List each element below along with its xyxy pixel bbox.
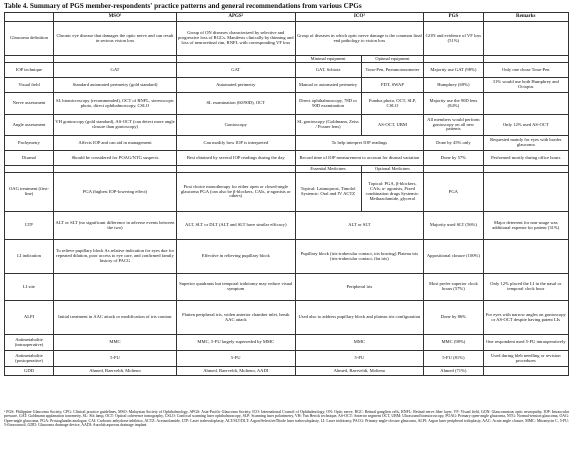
blank-cell	[177, 166, 295, 173]
table-row	[5, 78, 569, 93]
cell-remarks	[483, 93, 569, 115]
cell-remarks: Major deterrent for non-usage was additional expense for patient (31%)	[483, 212, 569, 240]
table-row	[5, 151, 569, 166]
table-footnote: ¹ PGS: Philippine Glaucoma Society, CPG: Clinical practice guidelines, MSO: Malaysian Society of Ophthalmology, APGS: Asia-Pacific Glaucoma Society, ICO: International Council of Ophthalmology, ON: Optic nerve, RGC: Retinal ganglion cells, RNFL: Retinal nerve fiber layer, VF: Visual field, GON: Glaucomatous optic neuropathy, IOP: Intraocular pressure, GAT: Goldmann applanation tonometry, SL: Slit lamp, OCT: Optical coherence tomography, CSLO: Confocal scanning laser ophthalmoscopy, SLP: Scanning laser polarimetry, VH: Van Herick technique, AS-OCT: Anterior segment OCT, UBM: Ultrasound biomicroscopy, POAG: Primary open-angle glaucoma, NTG: Normal-tension glaucoma, OAG: Open-angle glaucoma, PGA: Prostaglandin analogue, CAI: Carbonic anhydrase inhibitor, ACTZ: Acetazolamide, LTP: Laser trabeculoplasty, ALT/SLT/DLT: Argon/Selective/Diode laser trabeculoplasty, LI: Laser iridotomy, PACG: Primary angle-closure glaucoma, ALPI: Argon laser peripheral iridoplasty, AAC: Acute angle closure, MMC: Mitomycin C, 5-FU: 5-fluorouracil, GDD: Glaucoma drainage device, AADI: Aurolab aqueous drainage implant	[4, 410, 569, 428]
cell-apgs: Effective in relieving pupillary block	[177, 240, 295, 274]
blank-cell	[177, 56, 295, 63]
row-label: IOP technique	[5, 63, 54, 78]
cell-ico-optimal: Fundus photo, OCT, SLP, CSLO	[361, 93, 424, 115]
cell-mso	[53, 274, 176, 301]
cell-apgs: Automated perimetry	[177, 78, 295, 93]
cell-pgs: Ahmed (71%)	[424, 367, 483, 376]
cell-remarks: Only one chose Tono-Pen	[483, 63, 569, 78]
cell-remarks	[483, 240, 569, 274]
cell-apgs: Can modify how IOP is interpreted	[177, 136, 295, 151]
header-blank	[5, 13, 54, 22]
cell-ico-minimal: Direct ophthalmoscopy, 78D or 90D examination	[295, 93, 361, 115]
row-label: LTP	[5, 212, 54, 240]
cell-ico: MMC	[295, 335, 424, 351]
table-row	[5, 335, 569, 351]
row-label: Diurnal	[5, 151, 54, 166]
cell-pgs: Done by 57%	[424, 151, 483, 166]
cell-mso: SL biomicroscopy (recommended), OCT of RNFL, stereoscopic photo, direct ophthalmoscopy, CSLO	[53, 93, 176, 115]
cell-pgs: Done by 45% only	[424, 136, 483, 151]
cell-apgs: Flatten peripheral iris, widen anterior chamber inlet, break AAC attack	[177, 301, 295, 335]
cell-ico: To help interpret IOP readings	[295, 136, 424, 151]
cpg-summary-table	[4, 12, 569, 376]
cell-apgs: 5-FU	[177, 351, 295, 367]
cell-apgs: Group of ON diseases characterized by selective and progressive loss of RGCs. Manifests clinically by thinning and loss of neuroretinal rim, RNFL with corresponding VF loss	[177, 22, 295, 56]
cell-apgs: GAT	[177, 63, 295, 78]
cell-ico-optimal: AS-OCT, UBM	[361, 115, 424, 136]
cell-pgs: Appositional closure (100%)	[424, 240, 483, 274]
ico-subheader-row	[5, 56, 569, 63]
cell-remarks: Only 12% used AS-OCT	[483, 115, 569, 136]
cell-remarks	[483, 22, 569, 56]
header-mso: MSO¹	[53, 13, 176, 22]
blank-cell	[424, 166, 483, 173]
row-label: Visual field	[5, 78, 54, 93]
cell-mso: 5-FU	[53, 351, 176, 367]
ico-minimal-subheader: Minimal equipment	[295, 56, 361, 63]
row-label: Nerve assessment	[5, 93, 54, 115]
cell-ico-essential: Topical: Latanoprost, Timolol Systemic: Oral and IV ACTZ	[295, 173, 361, 212]
cell-mso: ALT or SLT (no significant difference in adverse events between the two)	[53, 212, 176, 240]
header-pgs: PGS	[424, 13, 483, 22]
cell-ico-minimal: SL gonioscopy (Goldmann, Zeiss / Posner lens)	[295, 115, 361, 136]
table-row	[5, 301, 569, 335]
table-row	[5, 136, 569, 151]
cell-ico: Ahmed, Baerveldt, Molteno	[295, 367, 424, 376]
cell-mso: Chronic eye disease that damages the optic nerve and can result in serious vision loss	[53, 22, 176, 56]
cell-pgs: Humphrey (69%)	[424, 78, 483, 93]
ico-optional-subheader: Optional Medicines	[361, 166, 424, 173]
cell-remarks: One respondent used 5-FU intraoperatively	[483, 335, 569, 351]
cell-pgs: All members would perform gonioscopy on all new patients	[424, 115, 483, 136]
cell-mso: Standard automated perimetry (gold standard)	[53, 78, 176, 93]
cell-mso: Should be considered for POAG/NTG suspects	[53, 151, 176, 166]
table-title: Table 4. Summary of PGS member-respondents' practice patterns and general recommendations from various CPGs	[4, 2, 362, 10]
table-row	[5, 240, 569, 274]
table-row	[5, 173, 569, 212]
table-row	[5, 63, 569, 78]
cell-pgs: Majority used SLT (56%)	[424, 212, 483, 240]
cell-remarks: 31% would use both Humphrey and Octopus	[483, 78, 569, 93]
cell-pgs: GON and evidence of VF loss (51%)	[424, 22, 483, 56]
header-ico: ICO³	[295, 13, 424, 22]
cell-pgs: Majority use GAT (98%)	[424, 63, 483, 78]
cell-mso: To relieve pupillary block As relative indication for eyes due for repeated dilation, poor access to eye care, and confirmed family history of PACG	[53, 240, 176, 274]
cell-ico: Used also to address pupillary block and plateau iris configuration	[295, 301, 424, 335]
cell-remarks: Only 12% placed the LI in the nasal or temporal clock hour	[483, 274, 569, 301]
table-row	[5, 274, 569, 301]
cell-pgs: MMC (98%)	[424, 335, 483, 351]
header-apgs: APGS²	[177, 13, 295, 22]
cell-ico: Pupillary block (iris-trabecular contact, iris bowing) Plateau iris (iris-trabecular contact, flat iris)	[295, 240, 424, 274]
header-remarks: Remarks	[483, 13, 569, 22]
cell-remarks: For eyes with narrow angles on gonioscopy or AS-OCT despite having patent LIs	[483, 301, 569, 335]
cell-apgs: Ahmed, Baerveldt, Molteno, AADI	[177, 367, 295, 376]
row-label: Angle assessment	[5, 115, 54, 136]
cell-pgs: Majority use the 90D lens (84%)	[424, 93, 483, 115]
cell-apgs: Superior quadrants but temporal iridotomy may reduce visual symptom	[177, 274, 295, 301]
cell-ico: Record time of IOP measurement to account for diurnal variation	[295, 151, 424, 166]
row-label: LI site	[5, 274, 54, 301]
table-row	[5, 93, 569, 115]
row-label: Pachymetry	[5, 136, 54, 151]
blank-cell	[5, 166, 54, 173]
cell-pgs: PGA	[424, 173, 483, 212]
ico-essential-subheader: Essential Medicines	[295, 166, 361, 173]
cell-ico-minimal: Manual or automated perimetry	[295, 78, 361, 93]
cell-apgs: Best obtained by several IOP readings during the day	[177, 151, 295, 166]
row-label: OAG treatment (first-line)	[5, 173, 54, 212]
cell-remarks: Used during bleb needling or revision procedures	[483, 351, 569, 367]
cell-mso: PGA (highest IOP-lowering effect)	[53, 173, 176, 212]
table-row	[5, 367, 569, 376]
cell-mso: GAT	[53, 63, 176, 78]
table-header-row	[5, 13, 569, 22]
table-row	[5, 212, 569, 240]
table-row	[5, 115, 569, 136]
table-row	[5, 351, 569, 367]
row-label: Glaucoma definition	[5, 22, 54, 56]
ico-medicines-subheader-row	[5, 166, 569, 173]
blank-cell	[483, 166, 569, 173]
row-label: LI indication	[5, 240, 54, 274]
cell-apgs: Gonioscopy	[177, 115, 295, 136]
blank-cell	[424, 56, 483, 63]
cell-ico: 5-FU	[295, 351, 424, 367]
cell-ico-optimal: FDT, SWAP	[361, 78, 424, 93]
cell-ico: Group of diseases in which optic nerve damage is the common final end pathology to vision loss	[295, 22, 424, 56]
blank-cell	[53, 166, 176, 173]
cell-ico-optional: Topical: PGA, β-blockers, CAIs, α- agonists, Fixed combination drugs Systemic: Methazolamide, glycerol	[361, 173, 424, 212]
cell-mso: Ahmed, Baerveldt, Molteno	[53, 367, 176, 376]
cell-apgs: First choice monotherapy for either open or closed-angle glaucoma PGA (can also be β-blockers, CAIs, α-agonists or others)	[177, 173, 295, 212]
cell-ico-minimal: GAT, Schiotz	[295, 63, 361, 78]
cell-remarks	[483, 173, 569, 212]
row-label: Antimetabolite (intraoperative)	[5, 335, 54, 351]
blank-cell	[5, 56, 54, 63]
cell-remarks: Performed mostly during office hours	[483, 151, 569, 166]
row-label: ALPI	[5, 301, 54, 335]
cell-apgs: MMC, 5-FU largely superseded by MMC	[177, 335, 295, 351]
cell-ico: Peripheral iris	[295, 274, 424, 301]
cell-pgs: 5-FU (81%)	[424, 351, 483, 367]
ico-optimal-subheader: Optimal equipment	[361, 56, 424, 63]
row-label: Antimetabolite (postoperative)	[5, 351, 54, 367]
cell-apgs: SL examination (60/90D), OCT	[177, 93, 295, 115]
cell-remarks	[483, 367, 569, 376]
cell-mso: VH gonioscopy (gold standard), AS-OCT (can detect more angle closure than gonioscopy)	[53, 115, 176, 136]
cell-remarks: Requested mainly for eyes with border glaucoma	[483, 136, 569, 151]
row-label: GDD	[5, 367, 54, 376]
table-row	[5, 22, 569, 56]
cell-apgs: ALT, SLT or DLT (ALT and SLT have similar efficacy)	[177, 212, 295, 240]
cell-mso: MMC	[53, 335, 176, 351]
cell-pgs: Most prefer superior clock hours (57%)	[424, 274, 483, 301]
blank-cell	[53, 56, 176, 63]
cell-pgs: Done by 86%	[424, 301, 483, 335]
cell-ico-optimal: Tono-Pen, Pneumotonometer	[361, 63, 424, 78]
cell-mso: Initial treatment in AAC attack or modification of iris contour	[53, 301, 176, 335]
cell-ico: ALT or SLT	[295, 212, 424, 240]
cell-mso: Affects IOP and can aid in management	[53, 136, 176, 151]
blank-cell	[483, 56, 569, 63]
